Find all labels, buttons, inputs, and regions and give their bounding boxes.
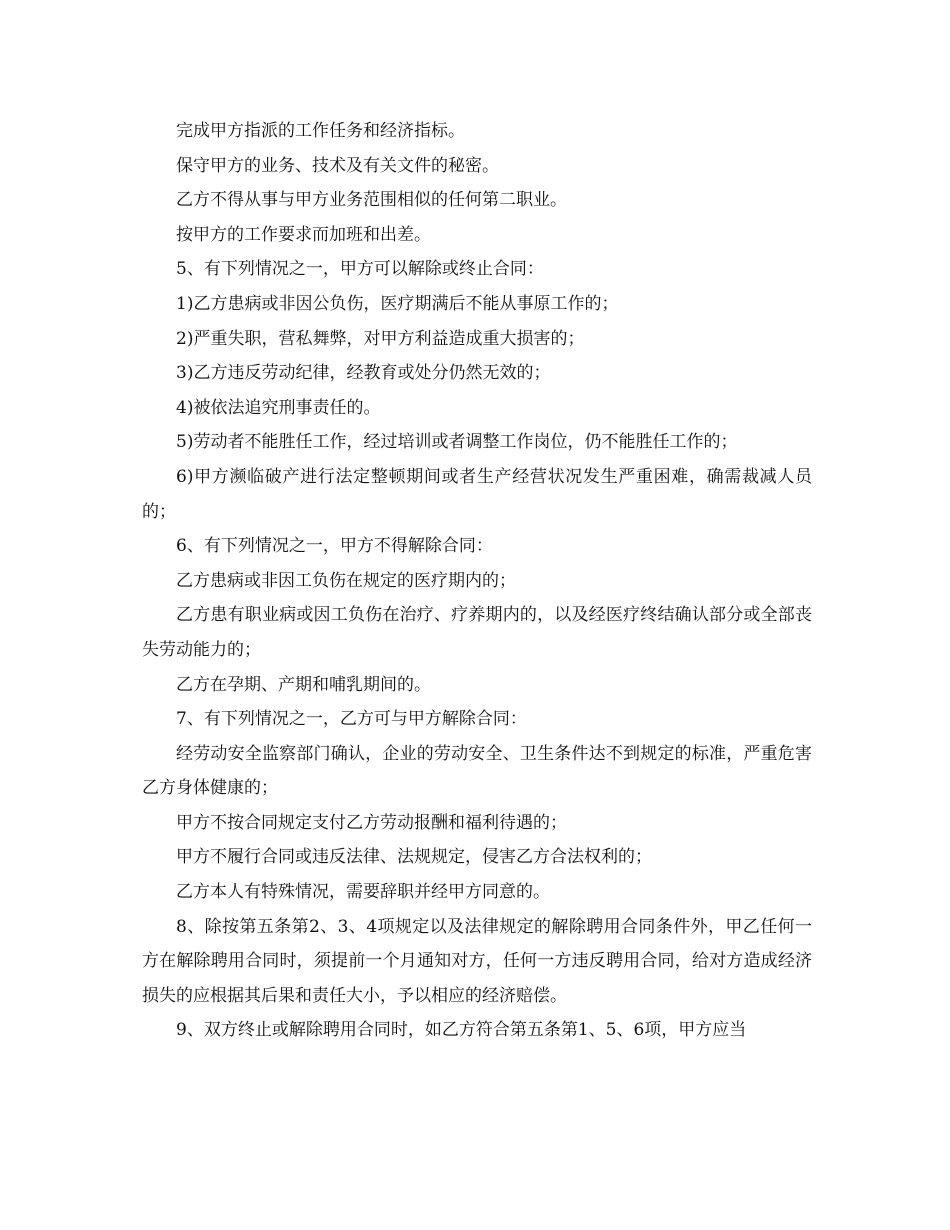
clause-7-item-4: 乙方本人有特殊情况，需要辞职并经甲方同意的。 xyxy=(176,882,550,903)
clause-5-item-5: 5)劳动者不能胜任工作，经过培训或者调整工作岗位，仍不能胜任工作的； xyxy=(176,432,738,453)
clause-5-item-6: 6)甲方濒临破产进行法定整顿期间或者生产经营状况发生严重困难，确需裁减人员的； xyxy=(142,466,812,522)
clause-7-item-3: 甲方不履行合同或违反法律、法规规定，侵害乙方合法权利的； xyxy=(176,847,652,868)
clause-5-item-3: 3)乙方违反劳动纪律，经教育或处分仍然无效的； xyxy=(176,363,551,384)
clause-7-item-1: 经劳动安全监察部门确认，企业的劳动安全、卫生条件达不到规定的标准，严重危害乙方身体健康的； xyxy=(142,743,812,799)
paragraph-task-completion: 完成甲方指派的工作任务和经济指标。 xyxy=(176,121,465,141)
clause-6-item-1: 乙方患病或非因工负伤在规定的医疗期内的； xyxy=(176,570,516,591)
clause-5-heading: 5、有下列情况之一，甲方可以解除或终止合同： xyxy=(176,259,544,280)
clause-8: 8、除按第五条第2、3、4项规定以及法律规定的解除聘用合同条件外，甲乙任何一方在解除聘用合同时，须提前一个月通知对方，任何一方违反聘用合同，给对方造成经济损失的应根据其后果和责任大小，予以相应的经济赔偿。 xyxy=(142,916,812,1006)
clause-5-item-1: 1)乙方患病或非因公负伤，医疗期满后不能从事原工作的； xyxy=(176,293,619,314)
clause-6-item-2: 乙方患有职业病或因工负伤在治疗、疗养期内的，以及经医疗终结确认部分或全部丧失劳动能力的； xyxy=(142,605,812,660)
clause-7-item-2: 甲方不按合同规定支付乙方劳动报酬和福利待遇的； xyxy=(176,812,567,833)
paragraph-overtime-travel: 按甲方的工作要求而加班和出差。 xyxy=(176,224,431,245)
clause-9: 9、双方终止或解除聘用合同时，如乙方符合第五条第1、5、6项，甲方应当 xyxy=(176,1020,747,1041)
paragraph-no-second-job: 乙方不得从事与甲方业务范围相似的任何第二职业。 xyxy=(176,190,567,211)
clause-5-item-4: 4)被依法追究刑事责任的。 xyxy=(176,397,381,418)
paragraph-confidentiality: 保守甲方的业务、技术及有关文件的秘密。 xyxy=(176,155,499,176)
clause-6-heading: 6、有下列情况之一，甲方不得解除合同： xyxy=(176,536,493,557)
clause-6-item-3: 乙方在孕期、产期和哺乳期间的。 xyxy=(176,674,431,695)
clause-7-heading: 7、有下列情况之一，乙方可与甲方解除合同： xyxy=(176,709,527,730)
clause-5-item-2: 2)严重失职，营私舞弊，对甲方利益造成重大损害的； xyxy=(176,328,585,349)
document-body xyxy=(142,114,812,1048)
